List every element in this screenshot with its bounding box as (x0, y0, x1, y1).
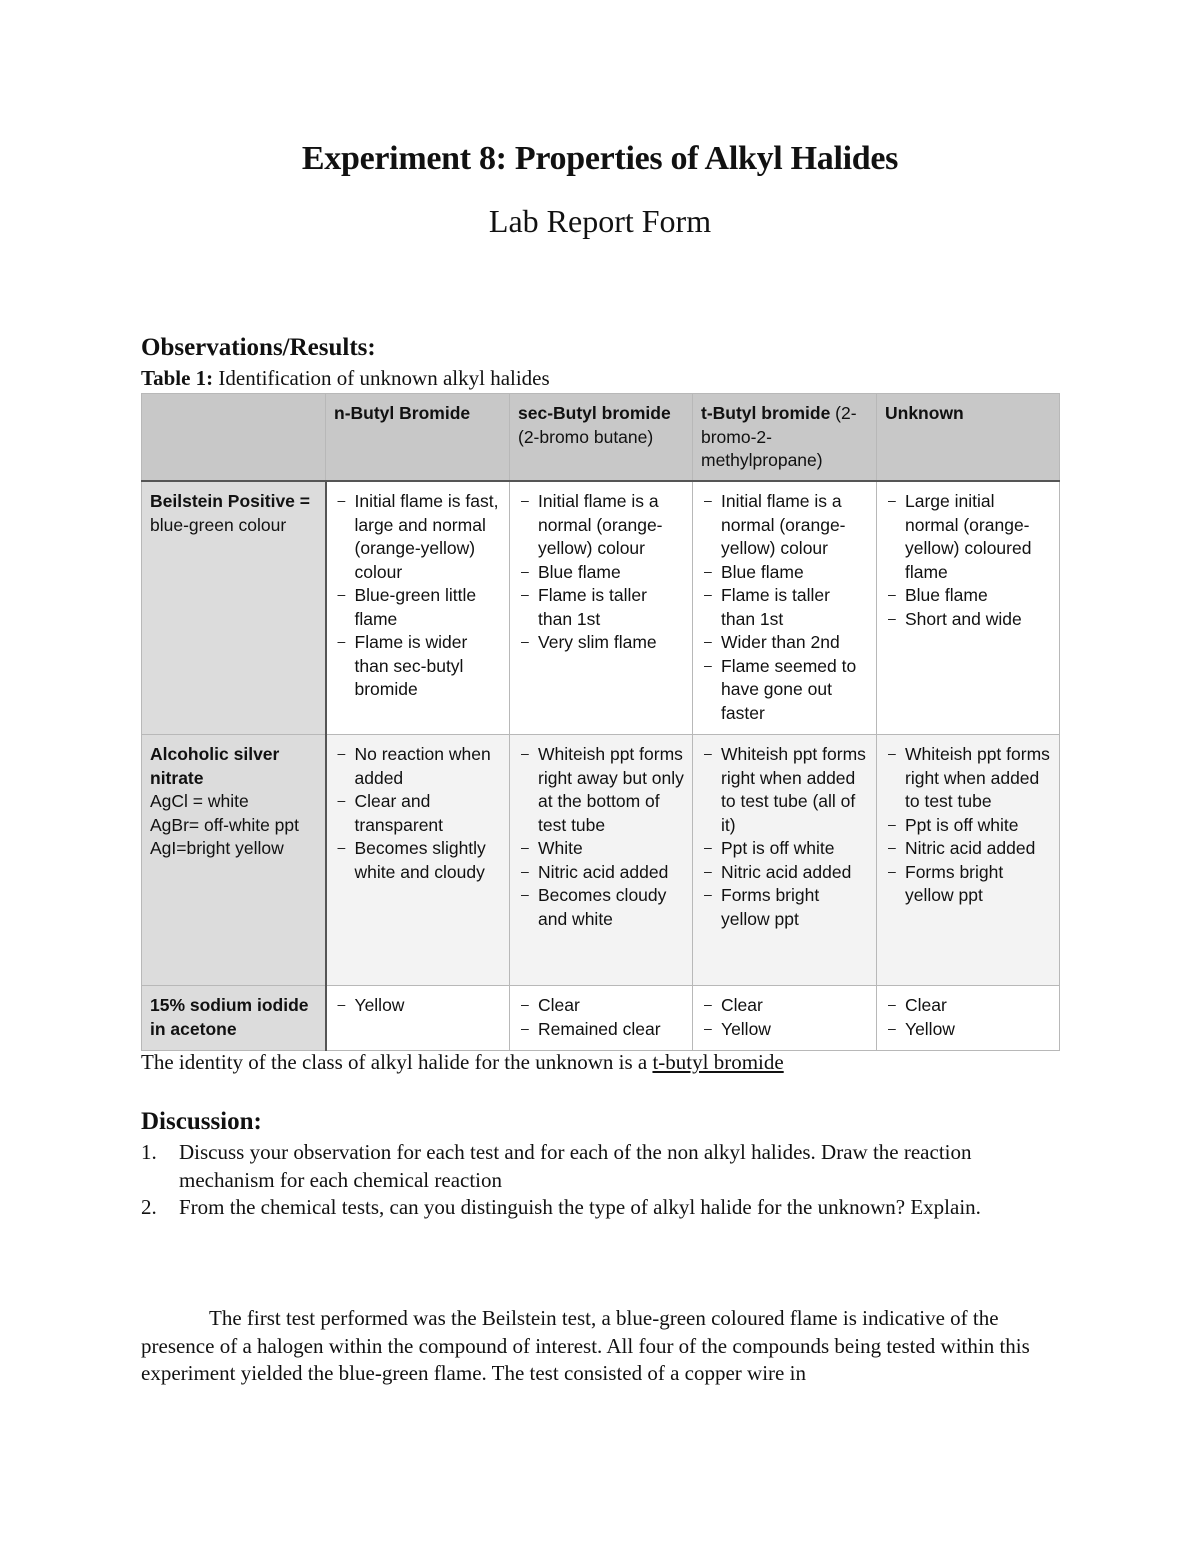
header-strong: n-Butyl Bromide (334, 403, 471, 423)
row-label-line: AgI=bright yellow (150, 838, 284, 858)
cell-beilstein-t-butyl (693, 481, 877, 735)
observation-item: – Clear (518, 994, 684, 1018)
observation-item: – Nitric acid added (518, 861, 684, 885)
observation-list (335, 743, 502, 884)
table-row-sodium-iodide (142, 986, 1060, 1051)
cell-iodide-t-butyl (693, 986, 877, 1051)
observation-item: – Yellow (885, 1018, 1051, 1042)
observation-item: – Initial flame is a normal (orange-yellow) colour (518, 490, 684, 561)
observation-item: – Clear (701, 994, 868, 1018)
observation-list (335, 490, 502, 702)
table-caption-label: Table 1: (141, 366, 214, 390)
observation-item: – Initial flame is a normal (orange-yellow) colour (701, 490, 868, 561)
observation-list (518, 743, 684, 931)
observation-list (518, 490, 684, 655)
cell-iodide-sec-butyl (510, 986, 693, 1051)
observation-item: – Ppt is off white (701, 837, 868, 861)
observation-item: – Blue-green little flame (335, 584, 502, 631)
page-title: Experiment 8: Properties of Alkyl Halides (301, 140, 899, 177)
cell-beilstein-unknown (877, 481, 1060, 735)
cell-iodide-n-butyl (326, 986, 510, 1051)
observation-list (885, 994, 1051, 1041)
header-strong: sec-Butyl bromide (518, 403, 671, 423)
observation-item: – Blue flame (701, 561, 868, 585)
observation-item: – Ppt is off white (885, 814, 1051, 838)
observation-item: – Flame is taller than 1st (701, 584, 868, 631)
question-text: Discuss your observation for each test and for each of the non alkyl halides. Draw the reaction mechanism for each chemical reaction (179, 1140, 972, 1192)
header-cell-sec-butyl (510, 394, 693, 482)
conclusion-answer: t-butyl bromide (652, 1050, 784, 1074)
observation-item: – Forms bright yellow ppt (701, 884, 868, 931)
cell-silver-unknown (877, 735, 1060, 986)
table-row-silver-nitrate (142, 735, 1060, 986)
observation-item: – Flame is taller than 1st (518, 584, 684, 631)
observation-item: – Yellow (701, 1018, 868, 1042)
question-item (141, 1139, 1021, 1194)
observation-item: – Large initial normal (orange-yellow) coloured flame (885, 490, 1051, 584)
observation-item: – Becomes cloudy and white (518, 884, 684, 931)
observation-item: – Short and wide (885, 608, 1051, 632)
observation-item: – Whiteish ppt forms right away but only at the bottom of test tube (518, 743, 684, 837)
observation-item: – Clear and transparent (335, 790, 502, 837)
conclusion-prefix: The identity of the class of alkyl halide for the unknown is a (141, 1050, 653, 1074)
cell-silver-n-butyl (326, 735, 510, 986)
row-label-silver-nitrate (142, 735, 326, 986)
observation-item: – Flame seemed to have gone out faster (701, 655, 868, 726)
table-caption-text: Identification of unknown alkyl halides (213, 366, 550, 390)
observation-item: – Very slim flame (518, 631, 684, 655)
observation-item: – Nitric acid added (701, 861, 868, 885)
table-caption (141, 366, 550, 391)
observation-item: – Forms bright yellow ppt (885, 861, 1051, 908)
table-row-beilstein (142, 481, 1060, 735)
observation-list (885, 743, 1051, 908)
page-subtitle: Lab Report Form (488, 203, 712, 239)
cell-silver-t-butyl (693, 735, 877, 986)
discussion-heading: Discussion: (141, 1108, 262, 1135)
observation-item: – Remained clear (518, 1018, 684, 1042)
discussion-paragraph: The first test performed was the Beilstein test, a blue-green coloured flame is indicative of the presence of a halogen within the compound of interest. All four of the compounds being tested within this experiment yielded the blue-green flame. The test consisted of a copper wire in (141, 1306, 1030, 1385)
table-header-row (142, 394, 1060, 482)
results-table (141, 393, 1060, 1051)
row-label-line: AgCl = white (150, 791, 249, 811)
row-label-beilstein (142, 481, 326, 735)
observation-list (701, 994, 868, 1041)
question-text: From the chemical tests, can you distinguish the type of alkyl halide for the unknown? Explain. (179, 1195, 981, 1219)
conclusion-statement (141, 1050, 784, 1075)
discussion-questions (141, 1139, 1021, 1222)
observation-list (701, 743, 868, 931)
header-cell-n-butyl (326, 394, 510, 482)
cell-beilstein-sec-butyl (510, 481, 693, 735)
observations-heading: Observations/Results: (141, 334, 376, 361)
cell-silver-sec-butyl (510, 735, 693, 986)
observation-item: – Wider than 2nd (701, 631, 868, 655)
header-cell-t-butyl (693, 394, 877, 482)
row-label-strong: Alcoholic silver nitrate (150, 744, 280, 788)
observation-list (335, 994, 502, 1018)
row-label-strong: 15% sodium iodide in acetone (150, 995, 309, 1039)
row-label-strong: Beilstein Positive = (150, 491, 310, 511)
row-label-sodium-iodide (142, 986, 326, 1051)
observation-item: – Blue flame (518, 561, 684, 585)
row-label-line: AgBr= off-white ppt (150, 814, 299, 835)
observation-item: – Nitric acid added (885, 837, 1051, 861)
observation-item: – Whiteish ppt forms right when added to test tube (all of it) (701, 743, 868, 837)
observation-item: – Clear (885, 994, 1051, 1018)
observation-list (518, 994, 684, 1041)
header-strong: Unknown (885, 403, 964, 423)
observation-item: – White (518, 837, 684, 861)
observation-item: – Yellow (335, 994, 502, 1018)
observation-item: – Whiteish ppt forms right when added to test tube (885, 743, 1051, 814)
question-number: 2. (141, 1195, 157, 1219)
observation-item: – No reaction when added (335, 743, 502, 790)
observation-item: – Blue flame (885, 584, 1051, 608)
observation-list (701, 490, 868, 725)
observation-item: – Flame is wider than sec-butyl bromide (335, 631, 502, 702)
observation-item: – Initial flame is fast, large and normal (orange-yellow) colour (335, 490, 502, 584)
header-cell-blank (142, 394, 326, 482)
cell-iodide-unknown (877, 986, 1060, 1051)
header-rest: (2-bromo butane) (518, 426, 654, 447)
cell-beilstein-n-butyl (326, 481, 510, 735)
question-number: 1. (141, 1140, 157, 1164)
observation-item: – Becomes slightly white and cloudy (335, 837, 502, 884)
header-cell-unknown (877, 394, 1060, 482)
header-strong: t-Butyl bromide (701, 403, 831, 423)
row-label-rest: blue-green colour (150, 514, 287, 535)
question-item (141, 1194, 1021, 1222)
observation-list (885, 490, 1051, 631)
header-rest: (2-bromo-2-methylpropane) (701, 403, 857, 470)
